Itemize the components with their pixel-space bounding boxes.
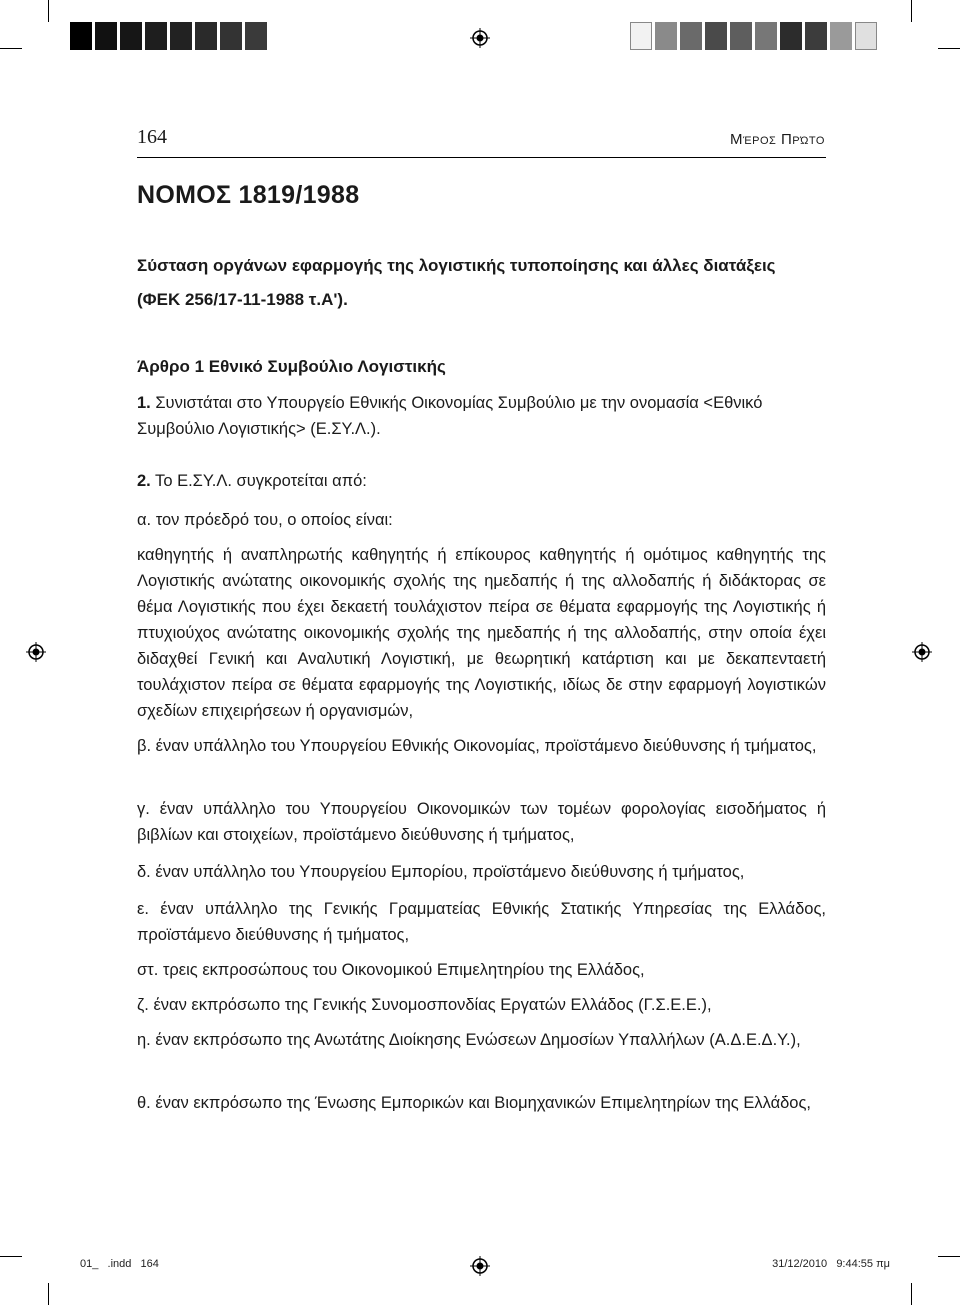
paragraph-text: Το Ε.ΣΥ.Λ. συγκροτείται από: [150, 472, 367, 490]
item-a-intro: α. τον πρόεδρό του, ο οποίος είναι: [137, 511, 393, 529]
crop-mark [0, 48, 22, 49]
item-a-text: καθηγητής ή αναπληρωτής καθηγητής ή επίκουρος καθηγητής ή ομότιμος καθηγητής της Λογιστικής ανώτατης οικονομικής σχολής της ημεδαπής ή της αλλοδαπής ή διδάκτορας σε θέμα Λογιστικής που έχει δεκαετή τουλάχιστον πείρα σε θέματα εφαρμογής της Λογιστικής ή πτυχιούχος ανώτατης οικονομικής σχολής της ημεδαπής ή της αλλοδαπής, στην οποία έχει διδαχθεί Γενική και Αναλυτική Λογιστική, με θεωρητική κατάρτιση και με δεκαπενταετή τουλάχιστον πείρα σε θέματα εφαρμογής της Λογιστικής, ιδίως δε στην εφαρμογή λογιστικών σχεδίων επιχειρήσεων ή οργανισμών, [137, 546, 826, 720]
item-b: β. έναν υπάλληλο του Υπουργείου Εθνικής Οικονομίας, προϊστάμενο διεύθυνσης ή τμήματος, [137, 737, 817, 755]
paragraph-1 [137, 390, 826, 442]
paragraph-2 [137, 468, 826, 494]
footer-timestamp: 31/12/2010 9:44:55 πμ [772, 1258, 890, 1270]
crop-mark [911, 1283, 912, 1305]
item-h: η. έναν εκπρόσωπο της Ανωτάτης Διοίκησης Ενώσεων Δημοσίων Υπαλλήλων (Α.Δ.Ε.Δ.Υ.), [137, 1031, 801, 1049]
paragraph-number: 1. [137, 394, 151, 412]
crop-mark [0, 1256, 22, 1257]
crop-mark [911, 0, 912, 22]
item-th: θ. έναν εκπρόσωπο της Ένωσης Εμπορικών και Βιομηχανικών Επιμελητηρίων της Ελλάδος, [137, 1094, 812, 1112]
item-e: ε. έναν υπάλληλο της Γενικής Γραμματείας Εθνικής Στατικής Υπηρεσίας της Ελλάδος, προϊστάμενο διεύθυνσης ή τμήματος, [137, 900, 826, 944]
item-z: ζ. έναν εκπρόσωπο της Γενικής Συνομοσπονδίας Εργατών Ελλάδος (Γ.Σ.Ε.Ε.), [137, 996, 712, 1014]
registration-mark-icon [470, 1256, 490, 1276]
crop-mark [938, 48, 960, 49]
subtitle-line: Σύσταση οργάνων εφαρμογής της λογιστικής τυποποίησης και άλλες διατάξεις [137, 256, 776, 275]
crop-mark [48, 0, 49, 22]
header-rule [137, 157, 826, 158]
page-number: 164 [137, 126, 167, 148]
crop-mark [48, 1283, 49, 1305]
item-g: γ. έναν υπάλληλο του Υπουργείου Οικονομικών των τομέων φορολογίας εισοδήματος ή βιβλίων και στοιχείων, προϊστάμενο διεύθυνσης ή τμήματος, [137, 800, 826, 844]
registration-mark-icon [470, 28, 490, 48]
footer-file-name: 01_ .indd 164 [80, 1258, 159, 1270]
registration-mark-icon [912, 642, 932, 662]
registration-mark-icon [26, 642, 46, 662]
law-subtitle [137, 249, 837, 317]
item-st: στ. τρεις εκπροσώπους του Οικονομικού Επιμελητηρίου της Ελλάδος, [137, 961, 645, 979]
paragraph-number: 2. [137, 472, 151, 490]
crop-mark [938, 1256, 960, 1257]
law-title: ΝΟΜΟΣ 1819/1988 [137, 181, 360, 209]
article-heading: Άρθρο 1 Εθνικό Συμβούλιο Λογιστικής [137, 357, 446, 376]
paragraph-text: Συνιστάται στο Υπουργείο Εθνικής Οικονομίας Συμβούλιο με την ονομασία <Εθνικό Συμβούλιο Λογιστικής> (Ε.ΣΥ.Λ.). [137, 394, 763, 438]
item-d: δ. έναν υπάλληλο του Υπουργείου Εμπορίου, προϊστάμενο διεύθυνσης ή τμήματος, [137, 863, 745, 881]
section-label: Μέρος Πρώτο [729, 131, 825, 148]
subtitle-line: (ΦΕΚ 256/17-11-1988 τ.Α'). [137, 290, 348, 309]
